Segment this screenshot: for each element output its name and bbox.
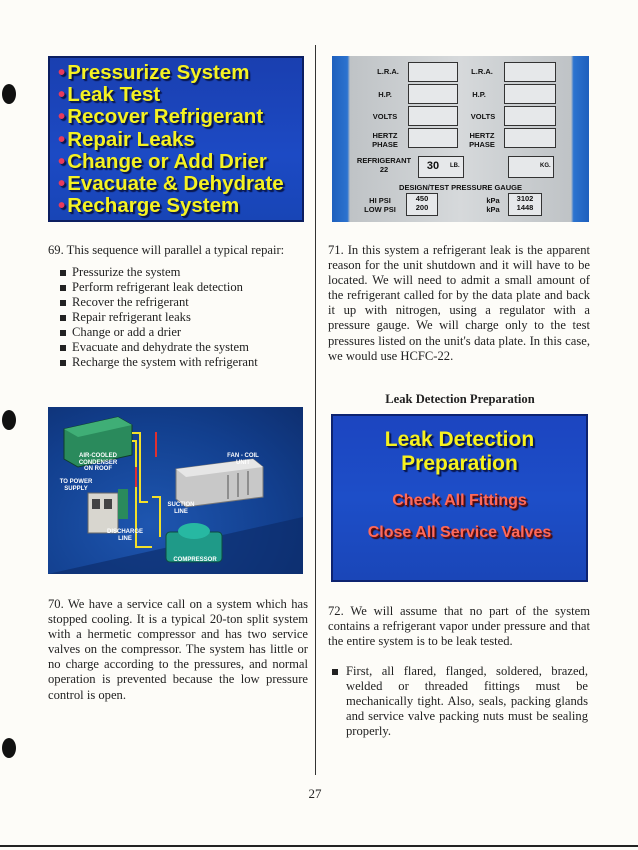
- slide-title-line-2: Preparation: [401, 452, 518, 475]
- refrigerant-line-1: [132, 433, 148, 502]
- list-item: Recover the refrigerant: [58, 295, 310, 310]
- slide-item: •Repair Leaks: [58, 127, 195, 151]
- lb-unit: LB.: [450, 163, 460, 169]
- hertz-label: HERTZ PHASE: [372, 131, 398, 149]
- binder-hole-middle: [2, 410, 16, 430]
- compressor-label: COMPRESSOR: [173, 557, 217, 563]
- power-supply-label: TO POWER SUPPLY: [59, 479, 93, 492]
- suction-line-yellow: [152, 497, 160, 537]
- lra-box-2: [504, 62, 556, 82]
- charge-value: 30: [426, 160, 440, 172]
- paragraph-69: 69. This sequence will parallel a typical repair:: [48, 243, 285, 257]
- suction-line-label: SUCTION LINE: [167, 502, 195, 515]
- list-item: Recharge the system with refrigerant: [58, 355, 310, 370]
- fittings-list: [330, 664, 588, 739]
- slide-data-plate: [332, 56, 589, 222]
- list-item: Repair refrigerant leaks: [58, 310, 310, 325]
- breaker-1: [92, 499, 100, 509]
- refrigerant-label: REFRIGERANT 22: [356, 156, 412, 174]
- gauge-title: DESIGN/TEST PRESSURE GAUGE: [399, 183, 522, 192]
- hp-label: H.P.: [378, 90, 392, 99]
- page-number: 27: [308, 786, 322, 801]
- lra-label-2: L.R.A.: [471, 67, 493, 76]
- slide-title-line-1: Leak Detection: [384, 428, 535, 451]
- slide-item-check-fittings: Check All Fittings: [392, 492, 527, 509]
- lra-box: [408, 62, 458, 82]
- slide-item: •Pressurize System: [58, 61, 250, 84]
- slide-item: •Evacuate & Dehydrate: [58, 172, 284, 196]
- slide-item: •Recharge System: [58, 194, 240, 218]
- slide-leak-detection-prep: [331, 414, 588, 582]
- binder-hole-top: [2, 84, 16, 104]
- kpa-labels: kPa kPa: [486, 196, 500, 214]
- slide-item: •Change or Add Drier: [58, 149, 267, 173]
- column-divider: [315, 45, 316, 775]
- list-item: Evacuate and dehydrate the system: [58, 340, 310, 355]
- kg-unit: KG.: [540, 163, 551, 169]
- slide-split-system-diagram: [48, 407, 303, 574]
- hp-box: [408, 84, 458, 104]
- list-item: Change or add a drier: [58, 325, 310, 340]
- repair-steps-list: [58, 265, 310, 370]
- volts-box: [408, 106, 458, 126]
- bottom-border: [0, 845, 638, 847]
- hertz-label-2: HERTZ PHASE: [469, 131, 495, 149]
- compressor-top: [178, 523, 210, 539]
- list-item: Perform refrigerant leak detection: [58, 280, 310, 295]
- volts-label-2: VOLTS: [470, 112, 496, 121]
- kpa-values: 3102 1448: [508, 193, 542, 216]
- disconnect-box: [118, 489, 128, 519]
- psi-values: 450 200: [406, 193, 438, 216]
- list-item: First, all flared, flanged, soldered, brazed, welded or threaded fittings must be mechanically tight. Also, seals, packing glands and service valve packing nuts must be sealing properly.: [330, 664, 588, 739]
- paragraph-72: 72. We will assume that no part of the system contains a refrigerant vapor under pressure and that the entire system is to be leak tested.: [328, 604, 590, 649]
- breaker-2: [104, 499, 112, 509]
- volts-box-2: [504, 106, 556, 126]
- paragraph-70: 70. We have a service call on a system which has stopped cooling. It is a typical 20-ton split system with a hermetic compressor and has two service valves on the compressor. The system has little or no charge according to the pressures, and normal operation is prevented because the low pressure control is open.: [48, 597, 308, 702]
- condenser-label: AIR-COOLED CONDENSER ON ROOF: [78, 453, 118, 472]
- fan-coil-label: FAN - COIL UNIT: [227, 453, 259, 466]
- slide-repair-sequence: [48, 56, 304, 222]
- lra-label: L.R.A.: [377, 67, 399, 76]
- slide-item: •Recover Refrigerant: [58, 105, 264, 129]
- hertz-box: [408, 128, 458, 148]
- binder-hole-bottom: [2, 738, 16, 758]
- hp-box-2: [504, 84, 556, 104]
- discharge-line-label: DISCHARGE LINE: [106, 529, 143, 542]
- psi-labels: HI PSI LOW PSI: [364, 196, 396, 214]
- hertz-box-2: [504, 128, 556, 148]
- list-item: Pressurize the system: [58, 265, 310, 280]
- leak-detection-heading: Leak Detection Preparation: [385, 392, 535, 406]
- paragraph-71: 71. In this system a refrigerant leak is the apparent reason for the unit shutdown and it will have to be located. We will need to admit a small amount of the refrigerant called for by the data plate and back it up with nitrogen, using a regulator with a pressure gauge. We will charge only to the test pressures listed on the unit's data plate. In this case, we would use HCFC-22.: [328, 243, 590, 363]
- slide-item: •Leak Test: [58, 83, 161, 107]
- slide-item-close-valves: Close All Service Valves: [367, 524, 552, 541]
- hp-label-2: H.P.: [472, 90, 486, 99]
- volts-label: VOLTS: [372, 112, 398, 121]
